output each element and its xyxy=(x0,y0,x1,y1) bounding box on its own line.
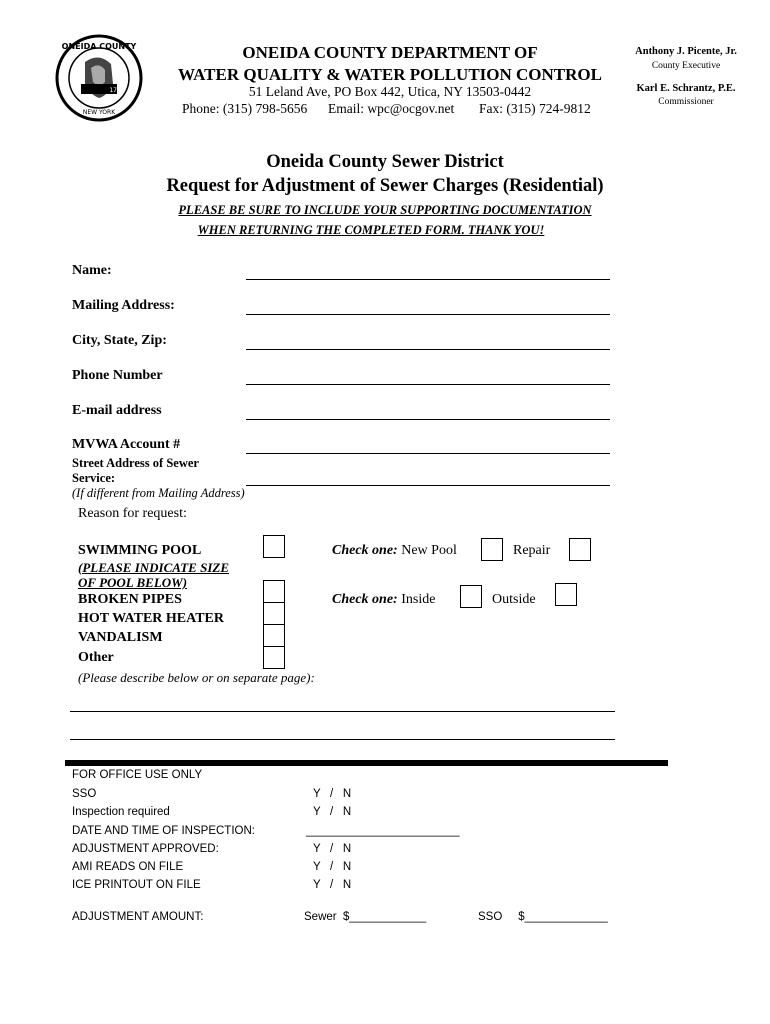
adjustment-amount-label: ADJUSTMENT AMOUNT: xyxy=(72,911,204,923)
doc-note-line1: PLEASE BE SURE TO INCLUDE YOUR SUPPORTING DOCUMENTATION xyxy=(178,203,592,217)
option-other: Other xyxy=(78,650,114,665)
option-vandalism: VANDALISM xyxy=(78,630,163,645)
mailing-address-field[interactable] xyxy=(246,314,610,315)
repair-checkbox[interactable] xyxy=(569,538,591,561)
city-state-zip-field[interactable] xyxy=(246,349,610,350)
pipe-check-one xyxy=(332,592,435,608)
inside-checkbox[interactable] xyxy=(460,585,482,608)
name-field[interactable] xyxy=(246,279,610,280)
dept-fax: Fax: (315) 724-9812 xyxy=(479,101,591,116)
repair-label: Repair xyxy=(513,543,551,558)
pool-note-line1: (PLEASE INDICATE SIZE xyxy=(78,560,229,575)
dept-email: Email: wpc@ocgov.net xyxy=(328,101,455,116)
office-row-value: Y / N xyxy=(313,861,352,873)
office-use-heading: FOR OFFICE USE ONLY xyxy=(72,769,203,781)
inside-label: Inside xyxy=(401,592,436,607)
street-address-label-line1: Street Address of Sewer xyxy=(72,456,199,470)
email-label: E-mail address xyxy=(72,403,162,418)
street-address-note: (If different from Mailing Address) xyxy=(72,486,245,500)
phone-number-label: Phone Number xyxy=(72,368,163,383)
dept-name-line2: WATER QUALITY & WATER POLLUTION CONTROL xyxy=(178,65,602,84)
email-field[interactable] xyxy=(246,419,610,420)
official2-role: Commissioner xyxy=(658,97,714,107)
swimming-pool-checkbox[interactable] xyxy=(263,535,285,558)
doc-note-line2: WHEN RETURNING THE COMPLETED FORM. THANK YOU! xyxy=(197,223,545,237)
pipe-check-one-label: Check one: xyxy=(332,592,398,607)
seal-year: 1798 xyxy=(109,87,125,94)
vandalism-checkbox[interactable] xyxy=(263,624,285,647)
office-row-label: ICE PRINTOUT ON FILE xyxy=(72,879,201,891)
contact-line xyxy=(182,101,591,117)
city-state-zip-label: City, State, Zip: xyxy=(72,333,167,348)
office-row-label: SSO xyxy=(72,788,97,800)
option-broken-pipes: BROKEN PIPES xyxy=(78,592,182,607)
new-pool-checkbox[interactable] xyxy=(481,538,503,561)
street-address-label-line2: Service: xyxy=(72,471,116,485)
outside-label: Outside xyxy=(492,592,536,607)
phone-number-field[interactable] xyxy=(246,384,610,385)
official1-name: Anthony J. Picente, Jr. xyxy=(635,46,737,57)
office-row-label: Inspection required xyxy=(72,806,170,818)
outside-checkbox[interactable] xyxy=(555,583,577,606)
seal-text-top: ONEIDA COUNTY xyxy=(61,42,137,51)
office-row-value: Y / N xyxy=(313,879,352,891)
office-row-label: ADJUSTMENT APPROVED: xyxy=(72,843,219,855)
seal-text-bottom: NEW YORK xyxy=(82,109,116,116)
account-field[interactable] xyxy=(246,453,610,454)
description-line-2[interactable] xyxy=(70,739,615,740)
form-title-request: Request for Adjustment of Sewer Charges (Residential) xyxy=(166,176,604,196)
describe-note: (Please describe below or on separate page): xyxy=(78,670,315,685)
dept-address: 51 Leland Ave, PO Box 442, Utica, NY 13503-0442 xyxy=(248,84,532,99)
pool-check-one xyxy=(332,543,457,559)
official1-role: County Executive xyxy=(651,61,721,71)
broken-pipes-checkbox[interactable] xyxy=(263,580,285,603)
mailing-address-label: Mailing Address: xyxy=(72,298,175,313)
account-label: MVWA Account # xyxy=(72,437,181,452)
county-seal-logo xyxy=(55,34,143,122)
office-row-value: Y / N xyxy=(313,843,352,855)
form-title-district: Oneida County Sewer District xyxy=(266,152,504,172)
name-label: Name: xyxy=(72,263,112,278)
office-row-value: Y / N xyxy=(313,788,352,800)
office-row-label: DATE AND TIME OF INSPECTION: xyxy=(72,825,255,837)
pool-note-line2: OF POOL BELOW) xyxy=(78,575,188,590)
office-row-value: ________________________ xyxy=(306,825,460,837)
sso-amount: SSO $_____________ xyxy=(478,911,608,923)
dept-name-line1: ONEIDA COUNTY DEPARTMENT OF xyxy=(242,43,538,62)
office-separator xyxy=(65,760,668,766)
hot-water-heater-checkbox[interactable] xyxy=(263,602,285,625)
street-address-field[interactable] xyxy=(246,485,610,486)
dept-phone: Phone: (315) 798-5656 xyxy=(182,101,308,116)
option-hot-water-heater: HOT WATER HEATER xyxy=(78,611,225,626)
other-checkbox[interactable] xyxy=(263,646,285,669)
new-pool-label: New Pool xyxy=(401,543,457,558)
reason-label: Reason for request: xyxy=(78,506,187,521)
official2-name: Karl E. Schrantz, P.E. xyxy=(636,83,736,94)
sewer-amount: Sewer $____________ xyxy=(304,911,427,923)
office-row-label: AMI READS ON FILE xyxy=(72,861,184,873)
office-row-value: Y / N xyxy=(313,806,352,818)
description-line-1[interactable] xyxy=(70,711,615,712)
option-swimming-pool: SWIMMING POOL xyxy=(78,543,202,558)
pool-check-one-label: Check one: xyxy=(332,543,398,558)
